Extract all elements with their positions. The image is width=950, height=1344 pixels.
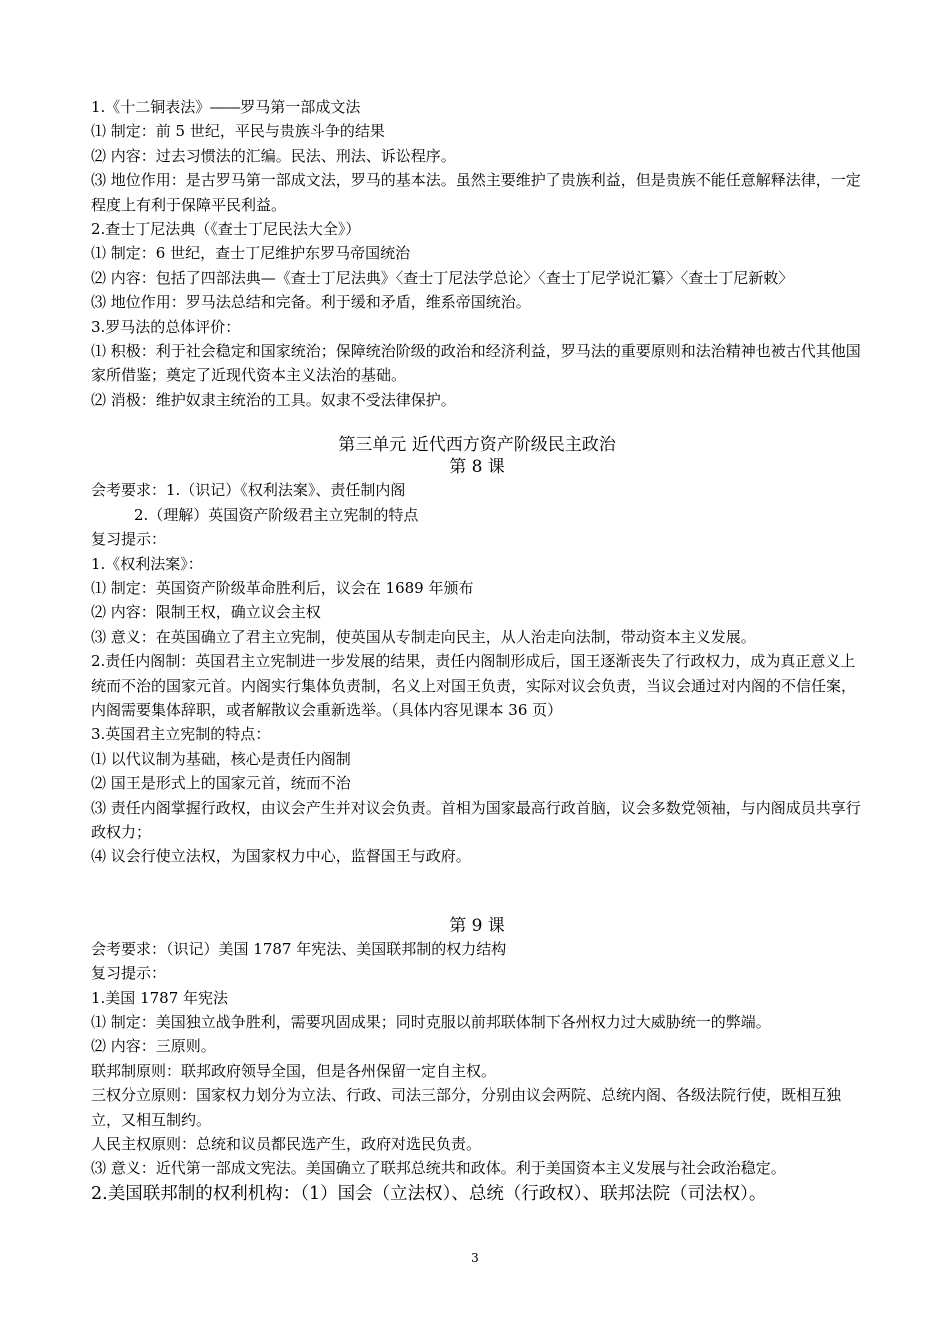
exam-requirement: 会考要求：1.（识记）《权利法案》、责任制内阁 [91,481,406,500]
text-line: ⑴ 制定：6 世纪，查士丁尼维护东罗马帝国统治 [91,244,411,263]
unit3-section [91,434,863,869]
heading-federal-structure: 2.美国联邦制的权利机构：（1）国会（立法权）、总统（行政权）、联邦法院（司法权）。 [91,1183,767,1204]
text-line: 联邦制原则：联邦政府领导全国，但是各州保留一定自主权。 [91,1061,497,1080]
lesson-title: 第 9 课 [449,915,505,936]
text-line: ⑶ 意义：近代第一部成文宪法。美国确立了联邦总统共和政体。利于美国资本主义发展与社会政治稳定。 [91,1159,786,1178]
text-paragraph: 2.责任内阁制：英国君主立宪制进一步发展的结果，责任内阁制形成后，国王逐渐丧失了行政权力，成为真正意义上统而不治的国家元首。内阁实行集体负责制，名义上对国王负责，实际对议会负责，当议会通过对内阁的不信任案，内阁需要集体辞职，或者解散议会重新选举。（具体内容见课本 36 页） [91,652,857,719]
document-body [91,95,863,1207]
heading-twelve-tables: 1.《十二铜表法》――罗马第一部成文法 [91,98,361,116]
text-line: ⑶ 地位作用：罗马法总结和完备。利于缓和矛盾，维系帝国统治。 [91,293,531,312]
heading-constitutional-monarchy: 3.英国君主立宪制的特点： [91,725,271,744]
text-line: ⑵ 内容：过去习惯法的汇编。民法、刑法、诉讼程序。 [91,146,456,165]
text-line: ⑴ 制定：英国资产阶级革命胜利后，议会在 1689 年颁布 [91,578,474,597]
text-line: ⑵ 消极：维护奴隶主统治的工具。奴隶不受法律保护。 [91,390,456,409]
exam-requirement: 会考要求：（识记）美国 1787 年宪法、美国联邦制的权力结构 [91,939,507,958]
heading-justinian-code: 2.查士丁尼法典（《查士丁尼民法大全》） [91,220,361,239]
heading-us-constitution: 1.美国 1787 年宪法 [91,988,229,1007]
page-number: 3 [471,1251,479,1265]
text-line: ⑶ 意义：在英国确立了君主立宪制，使英国从专制走向民主，从人治走向法制，带动资本主义发展。 [91,627,756,646]
review-hint-label: 复习提示： [91,964,167,983]
text-line: ⑷ 议会行使立法权，为国家权力中心，监督国王与政府。 [91,847,471,866]
text-line: ⑵ 内容：包括了四部法典—《查士丁尼法典》〈查士丁尼法学总论〉〈查士丁尼学说汇纂〉〈查士丁尼新敕〉 [91,268,794,287]
text-line: ⑴ 制定：前 5 世纪，平民与贵族斗争的结果 [91,122,385,141]
lesson9-section [91,915,863,1207]
heading-roman-law-evaluation: 3.罗马法的总体评价： [91,317,241,336]
text-line: ⑴ 以代议制为基础，核心是责任内阁制 [91,749,351,768]
text-line: ⑵ 内容：三原则。 [91,1037,216,1056]
text-paragraph: ⑶ 地位作用：是古罗马第一部成文法，罗马的基本法。虽然主要维护了贵族利益，但是贵族不能任意解释法律，一定程度上有利于保障平民利益。 [91,171,861,214]
text-line: 人民主权原则：总统和议员都民选产生，政府对选民负责。 [91,1135,482,1154]
text-line: ⑵ 内容：限制王权，确立议会主权 [91,603,321,622]
heading-bill-of-rights: 1.《权利法案》： [91,554,203,573]
unit-title: 第三单元 近代西方资产阶级民主政治 [338,435,616,456]
text-paragraph: 三权分立原则：国家权力划分为立法、行政、司法三部分，分别由议会两院、总统内阁、各级法院行使，既相互独立，又相互制约。 [91,1086,842,1129]
exam-requirement: 2.（理解）英国资产阶级君主立宪制的特点 [134,505,419,524]
lesson-title: 第 8 课 [449,457,505,478]
text-paragraph: ⑴ 积极：利于社会稳定和国家统治；保障统治阶级的政治和经济利益，罗马法的重要原则和法治精神也被古代其他国家所借鉴；奠定了近现代资本主义法治的基础。 [91,342,861,385]
roman-law-section [91,95,863,412]
review-hint-label: 复习提示： [91,530,167,549]
text-paragraph: ⑶ 责任内阁掌握行政权，由议会产生并对议会负责。首相为国家最高行政首脑，议会多数党领袖，与内阁成员共享行政权力； [91,798,861,841]
text-line: ⑵ 国王是形式上的国家元首，统而不治 [91,774,351,793]
text-line: ⑴ 制定：美国独立战争胜利，需要巩固成果；同时克服以前邦联体制下各州权力过大威胁统一的弊端。 [91,1013,771,1031]
